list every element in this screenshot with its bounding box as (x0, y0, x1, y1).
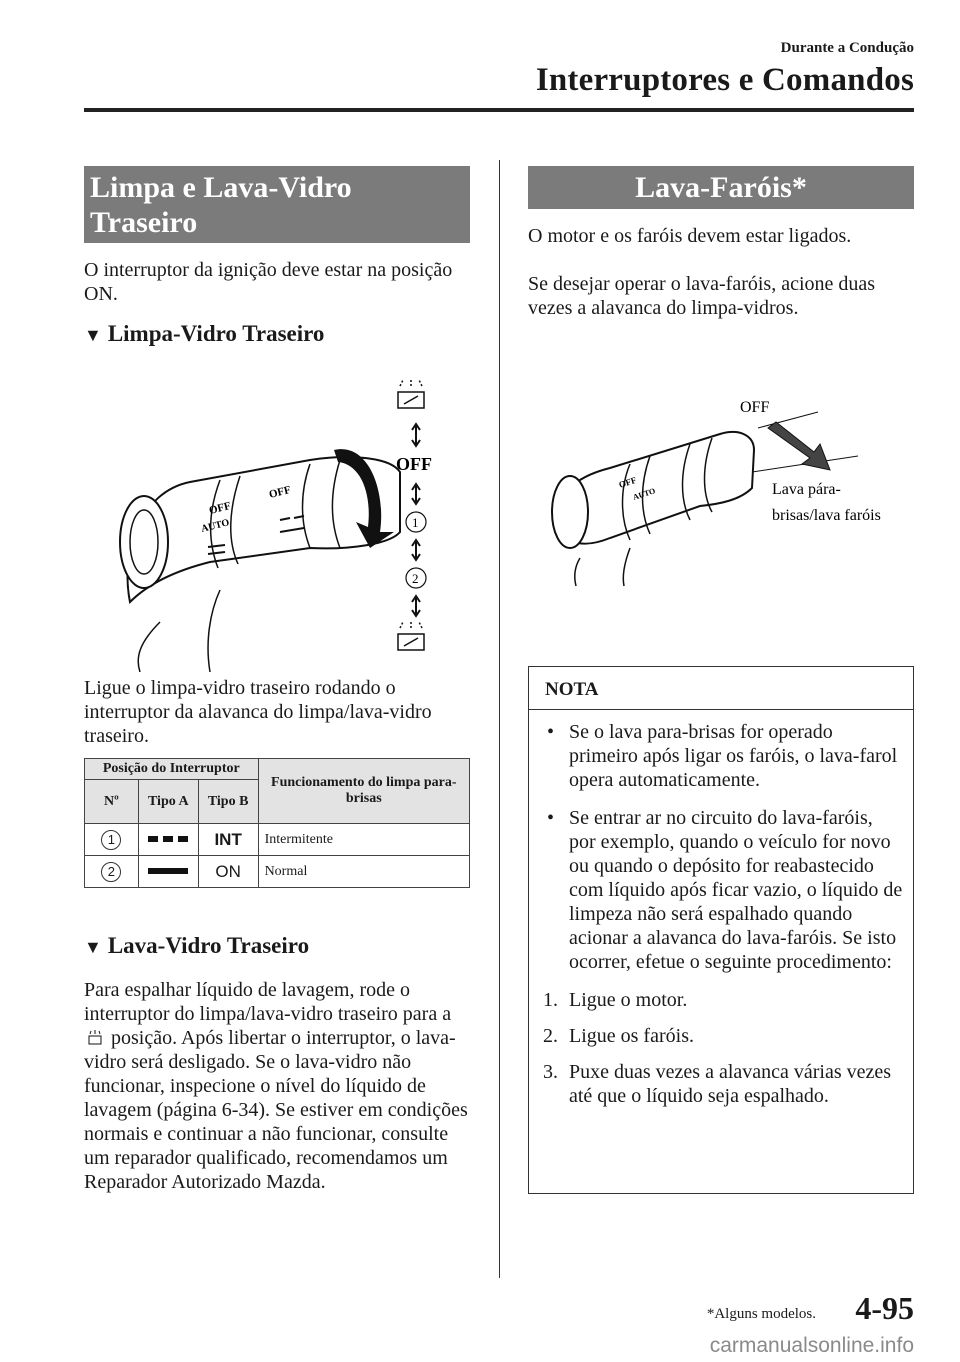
washer-heading: ▼ Lava-Vidro Traseiro (84, 933, 310, 958)
footnote: *Alguns modelos. (706, 1306, 816, 1322)
headlight-washer-stalk-diagram (540, 388, 914, 588)
bullet-icon: • (547, 721, 555, 743)
switch-position-table (84, 758, 470, 888)
chapter-label: Durante a Condução (780, 40, 914, 56)
off-position-label: OFF (396, 454, 432, 474)
triangle-marker-icon: ▼ (84, 937, 102, 957)
table-header-function: Funcionamento do limpa para-brisas (258, 759, 469, 824)
position-2-label: 2 (412, 571, 419, 586)
type-b-symbol: INT (214, 829, 242, 849)
wiper-instructions: Ligue o limpa-vidro traseiro rodando o interruptor da alavanca do limpa/lava-vidro traseiro. (84, 677, 432, 747)
ignition-note: O interruptor da ignição deve estar na posição ON. (84, 259, 453, 305)
stalk-auto-label: AUTO (200, 517, 231, 535)
list-item: 2. Ligue os faróis. (543, 1025, 694, 1047)
list-item: • Se o lava para-brisas for operado primeiro após ligar os faróis, o lava-farol opera automaticamente. (547, 721, 898, 791)
wiper-heading: ▼ Limpa-Vidro Traseiro (84, 321, 325, 346)
washer-icon-top (398, 378, 424, 408)
stalk-off-label: OFF (617, 474, 638, 490)
washer-label-line2: brisas/lava faróis (772, 507, 881, 524)
table-header-position: Posição do Interruptor (85, 759, 259, 780)
position-number: 1 (101, 830, 121, 850)
rear-wiper-stalk-diagram (100, 372, 470, 672)
washer-instructions: Para espalhar líquido de lavagem, rode o interruptor do limpa/lava-vidro traseiro para a posição. Após libertar o interruptor, o lava-vidro será desligado. Se o lava-vidro não funcionar, inspecione o nível do líquido de lavagem (página 6-34). Se estiver em condições normais e continuar a não funcionar, consulte um reparador qualificado, recomendamos um Reparador Autorizado Mazda. (84, 979, 468, 1193)
note-box (528, 666, 914, 1194)
section-title-rear-wiper: Limpa e Lava-Vidro Traseiro (84, 166, 470, 243)
headlight-washer-requirement: O motor e os faróis devem estar ligados. (528, 225, 852, 247)
section-title-headlight-washer: Lava-Faróis* (528, 166, 914, 209)
table-row (85, 856, 470, 888)
column-divider (499, 160, 500, 1278)
table-header-no: Nº (85, 780, 139, 824)
continuous-line-icon (148, 868, 188, 874)
header-rule (84, 108, 914, 112)
table-header-type-b: Tipo B (198, 780, 258, 824)
washer-label-line1: Lava pára- (772, 481, 841, 498)
watermark: carmanualsonline.info (709, 1334, 914, 1357)
washer-icon-bottom (398, 620, 424, 650)
list-item: 3. Puxe duas vezes a alavanca várias vezes até que o líquido seja espalhado. (543, 1061, 892, 1107)
note-title: NOTA (529, 667, 913, 710)
washer-icon (87, 1030, 103, 1046)
list-item: 1. Ligue o motor. (543, 989, 688, 1011)
headlight-washer-instructions: Se desejar operar o lava-faróis, acione duas vezes a alavanca do limpa-vidros. (528, 273, 876, 319)
stalk-off-rear-label: OFF (267, 483, 293, 501)
off-label: OFF (740, 399, 770, 416)
bullet-icon: • (547, 807, 555, 829)
position-number: 2 (101, 862, 121, 882)
function-cell: Intermitente (258, 824, 469, 856)
list-item: • Se entrar ar no circuito do lava-faróis, por exemplo, quando o veículo for novo ou quando o depósito for reabastecido com líquido após ficar vazio, o líquido de limpeza não será espalhado quando acionar a alavanca do lava-faróis. Se isto ocorrer, efetue o seguinte procedimento: (547, 807, 903, 973)
stalk-off-label: OFF (207, 499, 233, 517)
page-number: 4-95 (855, 1290, 914, 1326)
page-title: Interruptores e Comandos (535, 62, 914, 98)
table-row (85, 824, 470, 856)
intermittent-dash-icon (148, 836, 188, 842)
position-1-label: 1 (412, 515, 419, 530)
type-b-symbol: ON (215, 861, 241, 881)
triangle-marker-icon: ▼ (84, 325, 102, 345)
function-cell: Normal (258, 856, 469, 888)
stalk-auto-label: AUTO (631, 486, 657, 502)
table-header-type-a: Tipo A (138, 780, 198, 824)
